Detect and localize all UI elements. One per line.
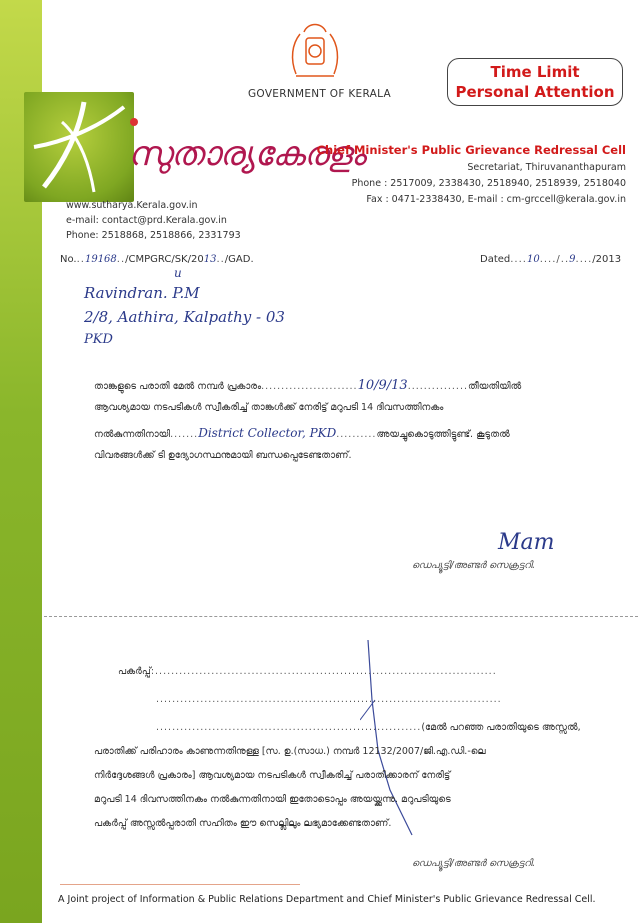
complaint-date: 10/9/13: [357, 378, 408, 393]
recipient-name: Ravindran. P.M: [84, 284, 200, 302]
sutharya-logo-icon: [24, 92, 134, 202]
government-heading: GOVERNMENT OF KERALA: [248, 88, 391, 100]
body-line-2: ആവശ്യമായ നടപടികൾ സ്വീകരിച്ച് താങ്കൾക്ക് നേരിട്ട് മറുപടി 14 ദിവസത്തിനകം: [94, 402, 444, 413]
footer-rule: [60, 884, 300, 885]
logo-dot-icon: [130, 118, 138, 126]
signature-1: Mam: [498, 530, 555, 555]
dated-day: 10: [526, 254, 540, 265]
copy-label: പകർപ്പ്: [118, 666, 151, 677]
recipient-address: 2/8, Aathira, Kalpathy - 03: [84, 308, 285, 326]
dated-month: 9: [569, 254, 576, 265]
recipient-district: PKD: [84, 332, 113, 347]
copy-line-1-row: ..................................................................(മേൽ പറഞ്ഞ പരാതിയുടെ അസ്സൽ,: [156, 722, 581, 733]
body-line-1: താങ്കളുടെ പരാതി മേൽ നമ്പർ പ്രകാരം........................10/9/13...............തീയതിയിൽ: [94, 378, 522, 393]
copy-line-5: പകർപ്പ് അസ്സൽപ്പരാതി സഹിതം ഈ സെല്ലിലും ലഭ്യമാക്കേണ്ടതാണ്.: [94, 818, 392, 829]
body-line-4: വിവരങ്ങൾക്ക് ടി ഉദ്യോഗസ്ഥനുമായി ബന്ധപ്പെടേണ്ടതാണ്.: [94, 450, 352, 461]
website-text: www.sutharya.Kerala.gov.in: [66, 200, 198, 211]
ref-number: 19168: [84, 254, 117, 265]
copy-blank-line: ......................................................................................: [156, 694, 502, 705]
logo-wordmark: സുതാര്യകേരളം: [128, 134, 365, 174]
cell-phone: Phone : 2517009, 2338430, 2518940, 2518939, 2518040: [351, 178, 626, 189]
body-line-3: നൽകുന്നതിനായി.......District Collector, PKD..........അയച്ചുകൊടുത്തിട്ടുണ്ട്. കൂടുതൽ: [94, 426, 510, 440]
ref-no-label: No.: [60, 254, 77, 265]
dated-label: Dated: [480, 254, 511, 265]
ref-dept: /GAD.: [224, 254, 254, 265]
copy-line-1: (മേൽ പറഞ്ഞ പരാതിയുടെ അസ്സൽ,: [421, 722, 581, 733]
cell-title: Chief Minister's Public Grievance Redressal Cell: [316, 143, 626, 157]
ref-code: /CMPGRC/SK/20: [125, 254, 204, 265]
time-limit-label: Time Limit: [490, 63, 580, 81]
dated-field: Dated....10..../..9..../2013: [480, 254, 622, 265]
copy-label-row: പകർപ്പ്:.....................................................................................: [118, 666, 497, 677]
forwarded-officer: District Collector, PKD: [198, 426, 337, 440]
time-limit-box: [447, 58, 623, 106]
email-text: e-mail: contact@prd.Kerala.gov.in: [66, 215, 227, 226]
phone-text: Phone: 2518868, 2518866, 2331793: [66, 230, 241, 241]
copy-line-4: മറുപടി 14 ദിവസത്തിനകം നൽകുന്നതിനായി ഇതോടൊപ്പം അയയ്ക്കുന്നു. മറുപടിയുടെ: [94, 794, 451, 805]
signatory-1-title: ഡെപ്യൂട്ടി/അണ്ടർ സെക്രട്ടറി.: [412, 560, 536, 571]
body-line-1b: തീയതിയിൽ: [467, 381, 522, 392]
signatory-2-title: ഡെപ്യൂട്ടി/അണ്ടർ സെക്രട്ടറി.: [412, 858, 536, 869]
ref-year-part: 13: [203, 254, 217, 265]
copy-line-2: പരാതിക്ക് പരിഹാരം കാണുന്നതിനുള്ള [സ. ഉ.(സാധ.) നമ്പർ 12132/2007/ജി.എ.ഡി.-ലെ: [94, 746, 486, 757]
cell-address: Secretariat, Thiruvananthapuram: [467, 162, 626, 173]
ref-year-mark: u: [174, 266, 182, 280]
footer-text: A Joint project of Information & Public Relations Department and Chief Minister's Public Grievance Redressal Cell.: [58, 894, 596, 905]
body-line-3a: നൽകുന്നതിനായി: [94, 429, 171, 440]
body-line-1a: താങ്കളുടെ പരാതി മേൽ നമ്പർ പ്രകാരം: [94, 381, 262, 392]
divider: [44, 616, 638, 617]
copy-line-3: നിർദ്ദേശങ്ങൾ പ്രകാരം] ആവശ്യമായ നടപടികൾ സ്വീകരിച്ച് പരാതിക്കാരന് നേരിട്ട്: [94, 770, 451, 781]
personal-attention-label: Personal Attention: [455, 83, 615, 101]
kerala-emblem-icon: [282, 14, 348, 84]
cell-fax-email: Fax : 0471-2338430, E-mail : cm-grccell@kerala.gov.in: [366, 194, 626, 205]
reference-number: No...19168../CMPGRC/SK/2013../GAD.: [60, 254, 254, 265]
dated-year: /2013: [592, 254, 622, 265]
body-line-3b: അയച്ചുകൊടുത്തിട്ടുണ്ട്. കൂടുതൽ: [376, 429, 510, 440]
